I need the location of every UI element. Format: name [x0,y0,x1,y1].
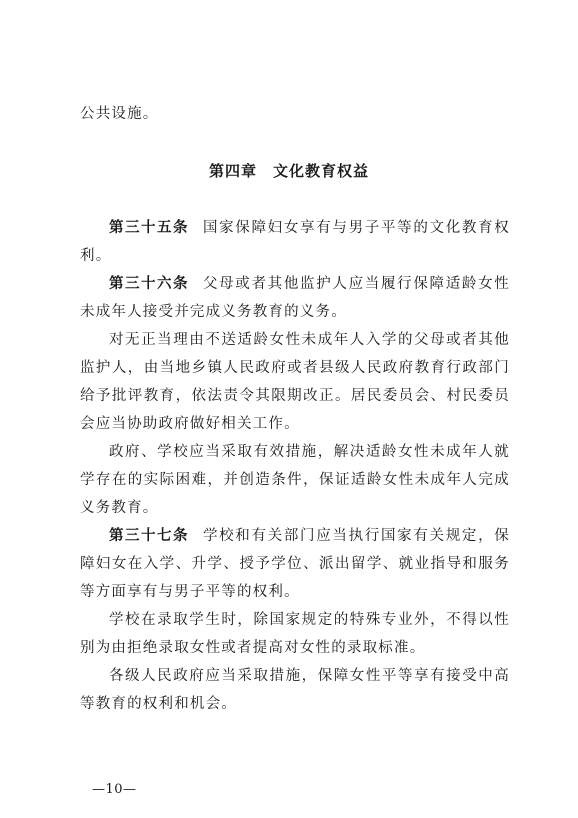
article-35-paragraph-1 [80,214,510,270]
article-35-text: 国家保障妇女享有与男子平等的文化教育权利。 [80,220,510,264]
article-36-paragraph-2: 对无正当理由不送适龄女性未成年人入学的父母或者其他监护人，由当地乡镇人民政府或者县级人民政府教育行政部门给予批评教育，依法责令其限期改正。居民委员会、村民委员会应当协助政府做好相关工作。 [80,332,510,432]
leading-line: 公共设施。 [80,106,159,122]
page-number: —10— [92,782,137,797]
article-36-number: 第三十六条 [109,276,189,292]
article-37-paragraph-3: 各级人民政府应当采取措施，保障女性平等享有接受中高等教育的权利和机会。 [80,668,510,712]
leading-text-block [80,100,510,128]
chapter-title: 第四章 文化教育权益 [208,162,369,180]
article-37-number: 第三十七条 [109,528,189,544]
article-37-text-1: 学校和有关部门应当执行国家有关规定，保障妇女在入学、升学、授予学位、派出留学、就业指导和服务等方面享有与男子平等的权利。 [80,528,510,600]
article-35-number: 第三十五条 [109,220,189,236]
article-36-paragraph-1 [80,270,510,326]
article-37-paragraph-1 [80,522,510,606]
articles-block [80,214,510,718]
article-37-paragraph-2: 学校在录取学生时，除国家规定的特殊专业外，不得以性别为由拒绝录取女性或者提高对女性的录取标准。 [80,612,510,656]
article-36-text-1: 父母或者其他监护人应当履行保障适龄女性未成年人接受并完成义务教育的义务。 [80,276,510,320]
article-36-paragraph-3: 政府、学校应当采取有效措施，解决适龄女性未成年人就学存在的实际困难，并创造条件，保证适龄女性未成年人完成义务教育。 [80,444,510,516]
